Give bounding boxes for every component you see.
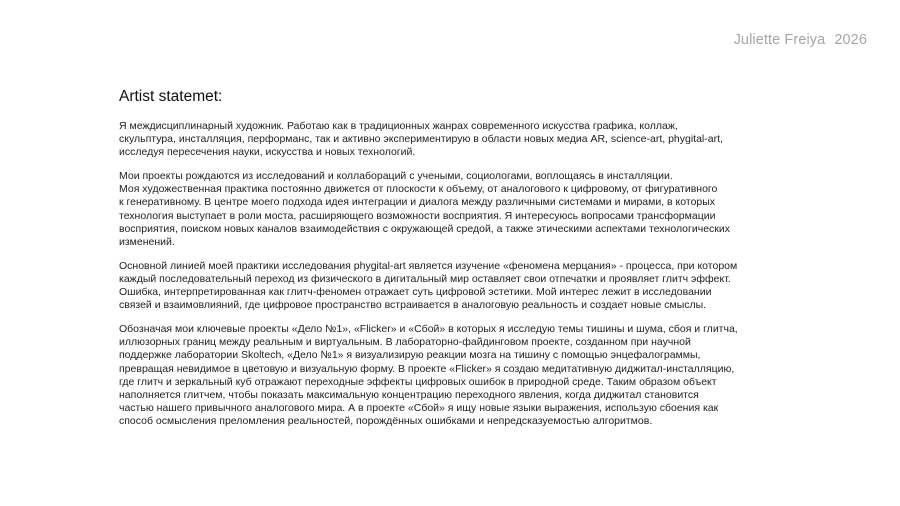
paragraph-3 bbox=[119, 260, 787, 312]
paragraph-line: Мои проекты рождаются из исследований и коллабораций с учеными, социологами, воплощаясь в инсталляции. bbox=[119, 170, 673, 183]
paragraph-line: Ошибка, интерпретированная как глитч-феномен отражает суть цифровой эстетики. Мой интерес лежит в исследовании bbox=[119, 286, 712, 299]
paragraph-line: Я междисциплинарный художник. Работаю как в традиционных жанрах современного искусства графика, коллаж, bbox=[119, 120, 678, 132]
paragraph-line: способ осмысления преломления реальностей, порождённых ошибками и непредсказуемостью алгоритмов. bbox=[119, 414, 653, 427]
statement-title: Artist statemet: bbox=[119, 88, 223, 105]
paragraph-2 bbox=[119, 170, 787, 249]
paragraph-line: технология выступает в роли моста, расширяющего возможности восприятия. Я интересуюсь вопросами трансформации bbox=[119, 209, 716, 222]
paragraph-line: восприятия, поиском новых каналов взаимодействия с окружающей средой, а также этическими аспектами технологических bbox=[119, 222, 730, 235]
paragraph-line: изменений. bbox=[119, 235, 175, 248]
paragraph-line: поддержке лаборатории Skoltech, «Дело №1» я визуализирую реакции мозга на тишину с помощью энцефалограммы, bbox=[119, 349, 701, 362]
paragraph-line: связей и взаимовлияний, где цифровое пространство встраивается в аналоговую реальность и создает новые смыслы. bbox=[119, 299, 707, 312]
paragraph-1 bbox=[119, 120, 787, 159]
paragraph-line: иллюзорных границ между реальным и виртуальным. В лабораторно-файдинговом проекте, созданном при научной bbox=[119, 336, 691, 349]
paragraph-4 bbox=[119, 323, 787, 428]
paragraph-line: частью нашего привычного аналогового мира. А в проекте «Сбой» я ищу новые языки выражения, использую сбоения как bbox=[119, 401, 719, 414]
paragraph-line: скульптура, инсталляция, перформанс, так и активно экспериментирую в области новых медиа AR, science-art, phygital-art, bbox=[119, 133, 723, 146]
paragraph-line: превращая невидимое в цветовую и визуальную форму. В проекте «Flicker» я создаю медитативную диджитал-инсталляцию, bbox=[119, 362, 735, 375]
paragraph-line: каждый последовательный переход из физического в дигитальный мир оставляет свои отпечатки и проявляет глитч эффект. bbox=[119, 272, 731, 285]
paragraph-line: Моя художественная практика постоянно движется от плоскости к объему, от аналогового к цифровому, от фигуративного bbox=[119, 183, 718, 196]
author-name: Juliette Freiya bbox=[733, 32, 826, 48]
paragraph-line: Основной линией моей практики исследования phygital-art является изучение «феномена мерцания» - процесса, при котором bbox=[119, 259, 738, 272]
paragraph-line: исследуя пересечения науки, искусства и новых технологий. bbox=[119, 146, 416, 159]
header-meta bbox=[734, 32, 867, 48]
paragraph-line: наполняется глитчем, чтобы показать максимальную концентрацию переходного явления, когда диджитал становится bbox=[119, 388, 699, 401]
paragraph-line: к генеративному. В центре моего подхода идея интеграции и диалога между различными системами и мирами, в которых bbox=[119, 196, 716, 209]
paragraph-line: где глитч и зеркальный куб отражают переходные эффекты цифровых ошибок в природной среде. Таким образом объект bbox=[119, 375, 717, 388]
year: 2026 bbox=[834, 32, 867, 48]
statement-content bbox=[119, 88, 787, 439]
paragraph-line: Обозначая мои ключевые проекты «Дело №1», «Flicker» и «Сбой» в которых я исследую темы тишины и шума, сбоя и глитча, bbox=[119, 323, 738, 336]
